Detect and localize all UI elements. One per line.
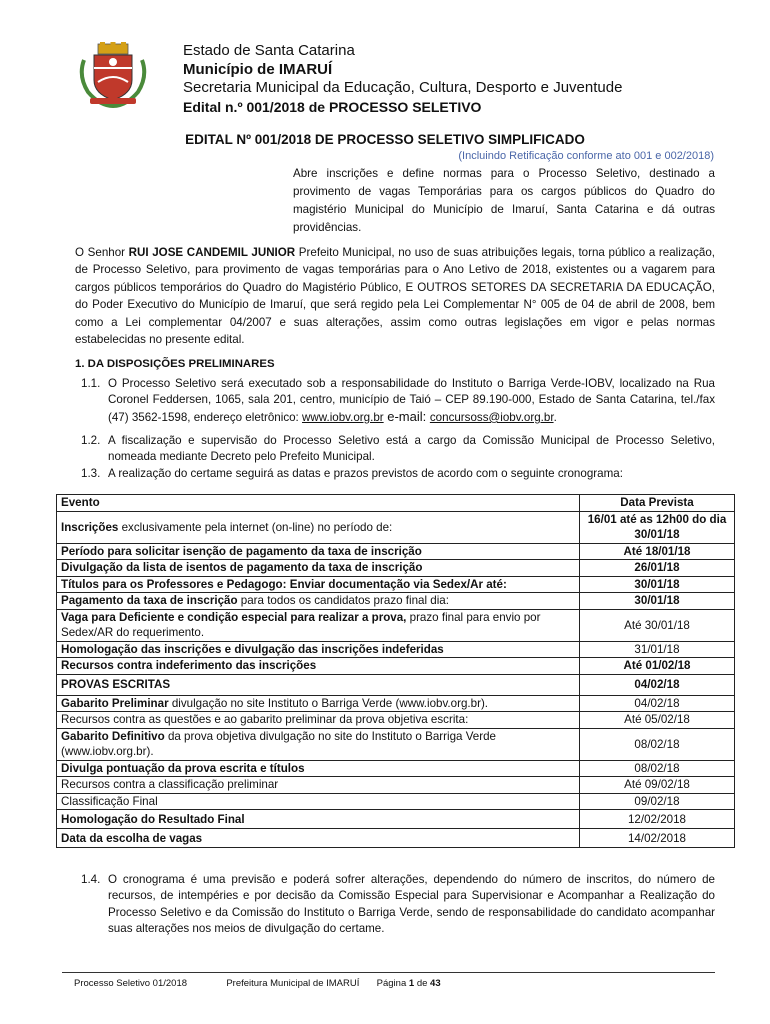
event-label-bold: Homologação das inscrições e divulgação das inscrições indeferidas — [61, 642, 444, 656]
date-cell: Até 18/01/18 — [580, 543, 735, 560]
event-cell — [57, 658, 580, 675]
table-row — [57, 712, 735, 729]
date-cell: 08/02/18 — [580, 760, 735, 777]
table-row — [57, 674, 735, 695]
date-cell: 16/01 até as 12h00 do dia 30/01/18 — [580, 511, 735, 543]
table-row — [57, 560, 735, 577]
item-text: A fiscalização e supervisão do Processo Seletivo está a cargo da Comissão Municipal de Processo Seletivo, nomeada mediante Decreto pelo Prefeito Municipal. — [108, 434, 715, 464]
event-cell — [57, 674, 580, 695]
event-label-bold: Período para solicitar isenção de pagamento da taxa de inscrição — [61, 544, 422, 558]
document-title: EDITAL Nº 001/2018 DE PROCESSO SELETIVO SIMPLIFICADO — [185, 132, 585, 147]
table-row — [57, 695, 735, 712]
event-label-bold: Divulga pontuação da prova escrita e títulos — [61, 761, 305, 775]
footer-page-total: 43 — [430, 978, 441, 989]
header-event: Evento — [57, 495, 580, 512]
date-cell: Até 01/02/18 — [580, 658, 735, 675]
event-cell — [57, 728, 580, 760]
table-row — [57, 609, 735, 641]
item-1-2 — [81, 433, 715, 466]
table-row — [57, 593, 735, 610]
municipal-crest-icon — [76, 42, 150, 108]
event-label-bold: Títulos para os Professores e Pedagogo: Enviar documentação via Sedex/Ar até: — [61, 577, 507, 591]
event-label: divulgação no site Instituto o Barriga Verde (www.iobv.org.br). — [168, 696, 489, 710]
event-cell — [57, 593, 580, 610]
event-label: da prova objetiva divulgação no site do Instituto o Barriga Verde (www.iobv.org.br). — [61, 730, 496, 758]
intro-pre: O Senhor — [75, 246, 129, 259]
event-label: Classificação Final — [61, 794, 158, 808]
header-municipality: Município de IMARUÍ — [183, 60, 333, 78]
email-label: e-mail: — [383, 408, 430, 424]
item-number: 1.1. — [81, 377, 101, 390]
event-label: Recursos contra a classificação preliminar — [61, 778, 279, 792]
event-cell — [57, 760, 580, 777]
footer-of: de — [414, 978, 431, 989]
table-row — [57, 728, 735, 760]
event-label: prazo final para envio por Sedex/AR do requerimento. — [61, 611, 541, 639]
footer-page-label: Página — [376, 978, 409, 989]
event-cell — [57, 560, 580, 577]
item-1-3 — [81, 466, 715, 482]
footer-page-number: 1 — [408, 978, 415, 989]
date-cell: 09/02/18 — [580, 793, 735, 810]
item-text: O cronograma é uma previsão e poderá sofrer alterações, dependendo do número de inscritos, do número de recursos, de intempéries e por decisão da Comissão Especial para Supervisionar e Acompanhar a Realização do Processo Seletivo e da Comissão do Instituto o Barriga Verde, sendo de responsabilidade do candidato acompanhar suas alterações nos meios de divulgação do certame. — [108, 873, 715, 936]
email-link[interactable]: concursoss@iobv.org.br — [429, 410, 554, 424]
date-cell: 31/01/18 — [580, 641, 735, 658]
schedule-table — [56, 494, 735, 848]
date-cell: Até 09/02/18 — [580, 777, 735, 794]
date-cell: 14/02/2018 — [580, 829, 735, 848]
footer-prefeitura: Prefeitura Municipal de IMARUÍ — [226, 978, 360, 989]
header-secretariat: Secretaria Municipal da Educação, Cultura, Desporto e Juventude — [183, 79, 623, 96]
date-cell: 30/01/18 — [580, 593, 735, 610]
date-cell: 08/02/18 — [580, 728, 735, 760]
retification-note: (Incluindo Retificação conforme ato 001 e 002/2018) — [458, 150, 714, 162]
table-row — [57, 511, 735, 543]
website-link[interactable]: www.iobv.org.br — [302, 410, 384, 424]
item-1-1 — [81, 376, 715, 426]
event-cell — [57, 641, 580, 658]
table-row — [57, 576, 735, 593]
table-row — [57, 543, 735, 560]
event-cell — [57, 511, 580, 543]
footer-divider — [62, 972, 715, 973]
event-cell — [57, 793, 580, 810]
event-label-bold: PROVAS ESCRITAS — [61, 678, 171, 691]
event-label-bold: Data da escolha de vagas — [61, 831, 203, 845]
footer-process: Processo Seletivo 01/2018 — [74, 978, 188, 989]
event-label: exclusivamente pela internet (on-line) no período de: — [118, 520, 393, 534]
item-number: 1.4. — [81, 873, 101, 886]
date-cell: 30/01/18 — [580, 576, 735, 593]
header-date: Data Prevista — [580, 495, 735, 512]
header-state: Estado de Santa Catarina — [183, 42, 355, 59]
intro-post: Prefeito Municipal, no uso de suas atribuições legais, torna público a realização, de Processo Seletivo, para provimento de vagas temporárias para o Ano Letivo de 2018, existentes ou a vagarem para cargos públicos temporários do Quadro do Magistério Público, E OUTROS SETORES DA SECRETARIA DA EDUCAÇÃO, do Poder Executivo do Município de Imaruí, que será regido pela Lei Complementar N° 005 de 04 de abril de 2008, bem como a Lei complementar 04/2007 e suas alterações, assim como outras legislações em vigor e pelas normas estabelecidas no presente edital. — [75, 246, 715, 347]
event-label: Recursos contra as questões e ao gabarito preliminar da prova objetiva escrita: — [61, 713, 469, 727]
date-cell: 04/02/18 — [580, 674, 735, 695]
event-label-bold: Divulgação da lista de isentos de pagamento da taxa de inscrição — [61, 561, 423, 575]
event-cell — [57, 576, 580, 593]
event-cell — [57, 609, 580, 641]
page-footer — [74, 978, 441, 989]
table-row — [57, 641, 735, 658]
item-1-4 — [81, 872, 715, 938]
date-cell: 12/02/2018 — [580, 810, 735, 829]
event-cell — [57, 695, 580, 712]
table-header-row — [57, 495, 735, 512]
section-heading: 1. DA DISPOSIÇÕES PRELIMINARES — [75, 358, 275, 370]
abstract-text: Abre inscrições e define normas para o Processo Seletivo, destinado a provimento de vagas Temporárias para os cargos públicos do Quadro do magistério Municipal do Município de Imaruí, Santa Catarina e dá outras providências. — [293, 167, 715, 234]
event-cell — [57, 777, 580, 794]
table-row — [57, 810, 735, 829]
date-cell: 04/02/18 — [580, 695, 735, 712]
event-label-bold: Homologação do Resultado Final — [61, 812, 245, 826]
event-cell — [57, 829, 580, 848]
date-cell: Até 30/01/18 — [580, 609, 735, 641]
document-header — [183, 42, 622, 116]
date-cell: Até 05/02/18 — [580, 712, 735, 729]
intro-paragraph — [75, 244, 715, 348]
mayor-name: RUI JOSE CANDEMIL JUNIOR — [128, 246, 296, 259]
event-label: para todos os candidatos prazo final dia: — [237, 594, 449, 608]
table-row — [57, 760, 735, 777]
table-row — [57, 658, 735, 675]
event-label-bold: Gabarito Definitivo — [61, 730, 165, 743]
header-edital: Edital n.º 001/2018 de PROCESSO SELETIVO — [183, 98, 482, 115]
event-cell — [57, 543, 580, 560]
table-row — [57, 829, 735, 848]
event-label-bold: Gabarito Preliminar — [61, 696, 169, 710]
event-cell — [57, 810, 580, 829]
table-row — [57, 793, 735, 810]
item-text: O Processo Seletivo será executado sob a responsabilidade do Instituto o Barriga Verde-IOBV, localizado na Rua Coronel Feddersen, 1065, sala 201, centro, município de Taió – CEP 89.190-000, Estado de Santa Catarina, tel./fax (47) 3562-1598, endereço eletrônico: — [108, 377, 715, 424]
event-cell — [57, 712, 580, 729]
item-text: A realização do certame seguirá as datas e prazos previstos de acordo com o seguinte cronograma: — [108, 467, 623, 480]
event-label-bold: Inscrições — [61, 520, 119, 534]
item-number: 1.3. — [81, 467, 101, 480]
table-row — [57, 777, 735, 794]
event-label-bold: Pagamento da taxa de inscrição — [61, 594, 238, 608]
event-label-bold: Vaga para Deficiente e condição especial para realizar a prova, — [61, 611, 407, 624]
item-end: . — [553, 410, 557, 424]
event-label-bold: Recursos contra indeferimento das inscrições — [61, 659, 317, 673]
item-number: 1.2. — [81, 434, 101, 447]
date-cell: 26/01/18 — [580, 560, 735, 577]
